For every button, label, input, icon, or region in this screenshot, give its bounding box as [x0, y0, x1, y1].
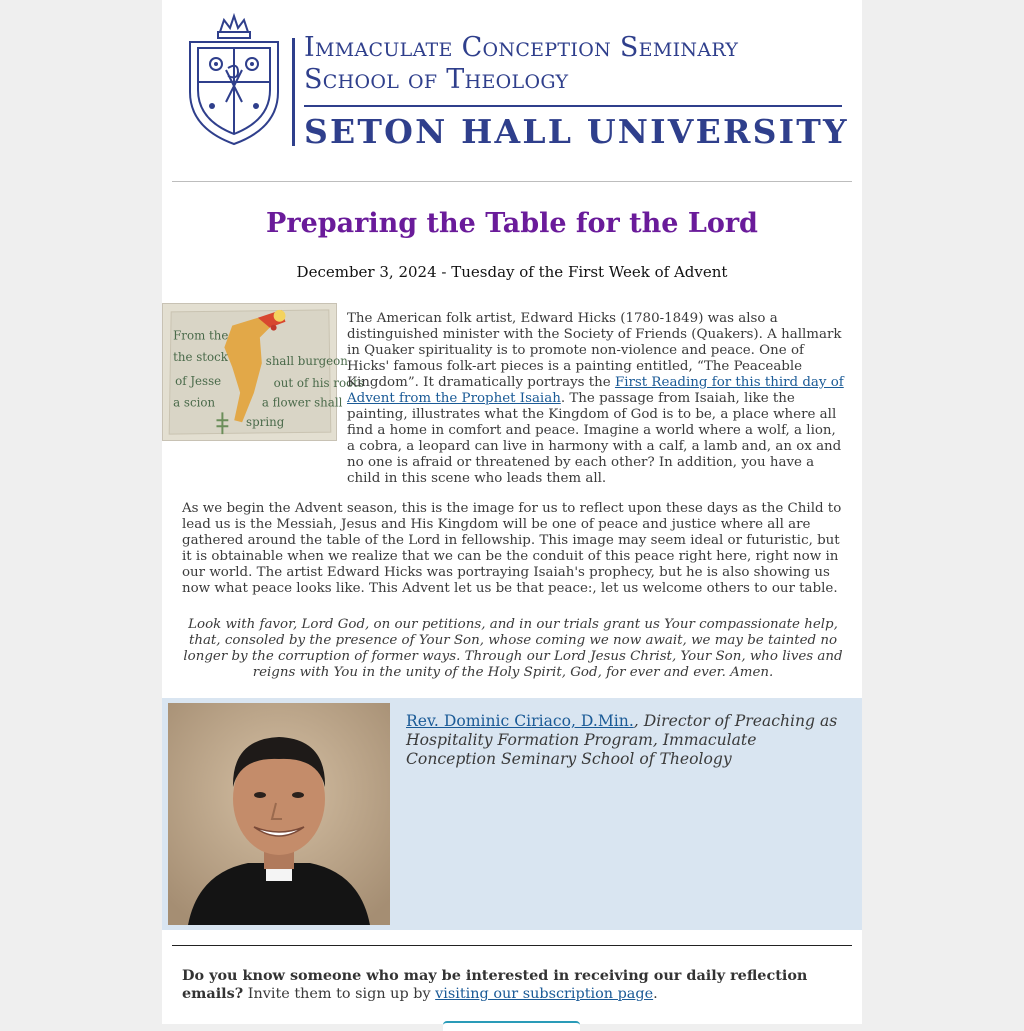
subscribe-end: .	[653, 986, 658, 1002]
svg-text:the stock: the stock	[173, 350, 228, 365]
email-body	[162, 0, 862, 1024]
logo-university-name: SETON HALL UNIVERSITY	[304, 112, 849, 151]
logo-seminary-name: Immaculate Conception Seminary	[304, 32, 739, 63]
seminary-crest-icon	[182, 10, 286, 148]
reflection-date: December 3, 2024 - Tuesday of the First Week of Advent	[296, 263, 728, 281]
svg-text:shall burgeon: shall burgeon	[265, 354, 348, 369]
logo-rule	[304, 105, 842, 107]
svg-text:of Jesse: of Jesse	[175, 373, 222, 388]
svg-text:From the: From the	[173, 328, 229, 343]
logo-divider	[292, 38, 295, 146]
footer-divider	[172, 945, 852, 946]
logo-school-name: School of Theology	[304, 64, 569, 95]
author-info	[406, 712, 846, 769]
intro-text-start: The American folk artist, Edward Hicks (1780-1849) was also a distinguished minister with the Society of Friends (Quakers). A hallmark in Quaker spirituality is to promote non-violence and peace. One of Hicks' famous folk-art pieces is a painting entitled, “The Peaceable Kingdom”. It dramatically portrays the	[347, 311, 842, 390]
intro-paragraph	[347, 311, 847, 487]
intro-text-end: . The passage from Isaiah, like the painting, illustrates what the Kingdom of God is to be, a place where all find a home in comfort and peace. Imagine a world where a wolf, a lion, a cobra, a leopard can live in harmony with a calf, a lamb and, an ox and no one is afraid or threatened by each other? In addition, you have a child in this scene who leads them all.	[347, 391, 842, 486]
jesse-artwork-image	[162, 303, 364, 441]
subscription-page-link[interactable]: visiting our subscription page	[435, 986, 654, 1002]
subscribe-invite	[182, 967, 844, 1003]
svg-text:a scion: a scion	[173, 395, 216, 410]
seminary-logo[interactable]	[182, 10, 849, 151]
closing-prayer: Look with favor, Lord God, on our petitions, and in our trials grant us Your compassionate help, that, consoled by the presence of Your Son, whose coming we now await, we may be tainted no longer by the corruption of former ways. Through our Lord Jesus Christ, Your Son, who lives and reigns with You in the unity of the Holy Spirit, God, for ever and ever. Amen.	[183, 617, 843, 680]
reflection-title: Preparing the Table for the Lord	[266, 208, 758, 239]
author-role: , Director of Preaching as Hospitality Formation Program, Immaculate Conception Seminary School of Theology	[406, 712, 838, 768]
svg-text:a flower shall: a flower shall	[261, 395, 343, 410]
subscribe-invite-text: Invite them to sign up by	[243, 986, 436, 1002]
subscribe-button[interactable]	[443, 1021, 580, 1031]
isaiah-reading-link[interactable]: First Reading for this third day of Advent from the Prophet Isaiah	[347, 375, 844, 406]
author-name-link[interactable]: Rev. Dominic Ciriaco, D.Min.	[406, 712, 634, 730]
subscribe-question: Do you know someone who may be interested in receiving our daily reflection emails?	[182, 967, 808, 1002]
header-divider	[172, 181, 852, 182]
svg-text:spring: spring	[246, 415, 285, 430]
author-photo	[168, 703, 390, 925]
reflection-paragraph: As we begin the Advent season, this is the image for us to reflect upon these days as the Child to lead us is the Messiah, Jesus and His Kingdom will be one of peace and justice where all are gathered around the table of the Lord in fellowship. This image may seem ideal or futuristic, but it is obtainable when we realize that we can be the conduit of this peace right here, right now in our world. The artist Edward Hicks was portraying Isaiah's prophecy, but he is also showing us now what peace looks like. This Advent let us be that peace:, let us welcome others to our table.	[182, 501, 842, 596]
svg-text:out of his roots: out of his roots	[273, 375, 364, 390]
author-bio	[162, 698, 862, 930]
